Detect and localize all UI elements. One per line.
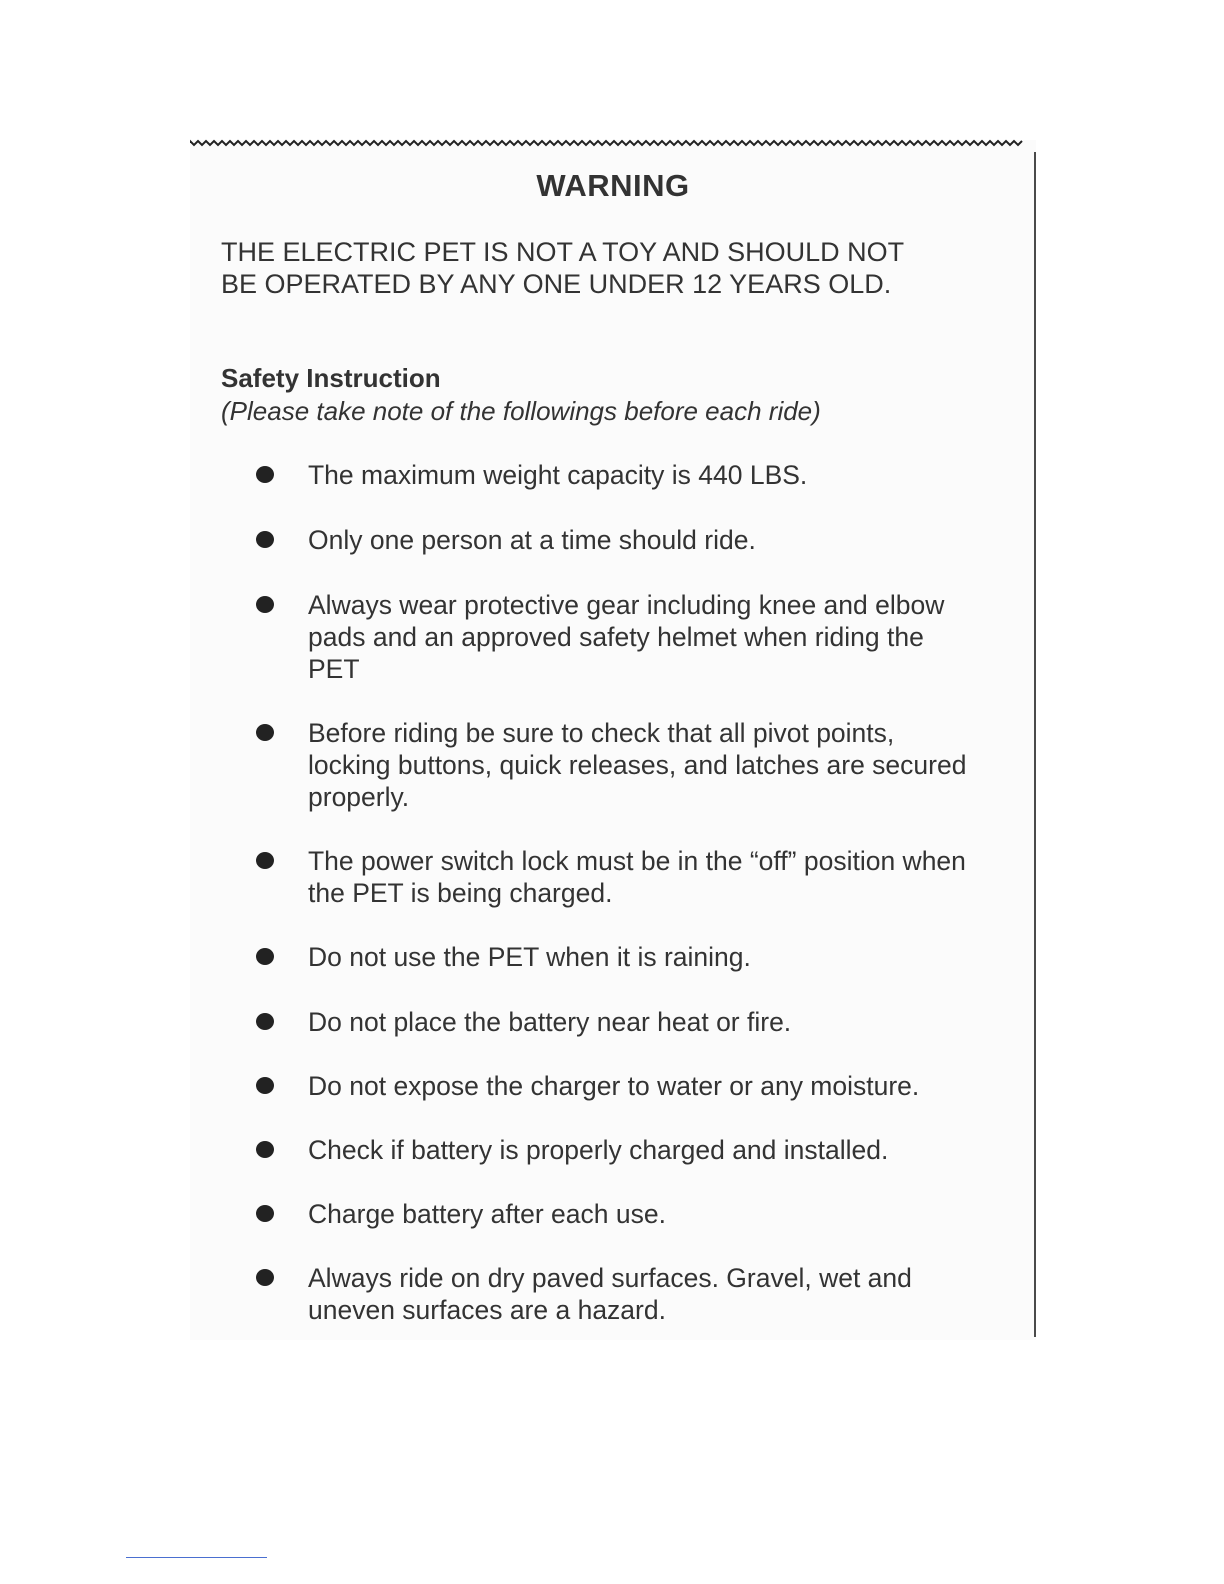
- safety-section-title: Safety Instruction: [221, 363, 441, 393]
- bullet-icon: [256, 1205, 274, 1222]
- list-item-text: Check if battery is properly charged and installed.: [308, 1135, 889, 1165]
- list-item-text: Always ride on dry paved surfaces. Gravel, wet and uneven surfaces are a hazard.: [308, 1263, 912, 1325]
- safety-section-note: (Please take note of the followings before each ride): [221, 396, 821, 426]
- bullet-icon: [256, 531, 274, 548]
- list-item-text: Do not place the battery near heat or fire.: [308, 1007, 792, 1037]
- bullet-icon: [256, 724, 274, 741]
- footer-rule: [126, 1557, 267, 1558]
- warning-heading: WARNING: [536, 168, 690, 203]
- right-margin-rule: [1034, 152, 1036, 1337]
- list-item-text: Only one person at a time should ride.: [308, 525, 756, 555]
- bullet-icon: [256, 1141, 274, 1158]
- bullet-icon: [256, 852, 274, 869]
- list-item-text: Before riding be sure to check that all pivot points, locking buttons, quick releases, and latches are secured properly.: [308, 718, 967, 812]
- age-warning-notice: THE ELECTRIC PET IS NOT A TOY AND SHOULD NOT BE OPERATED BY ANY ONE UNDER 12 YEARS OLD.: [221, 237, 904, 299]
- bullet-icon: [256, 1013, 274, 1030]
- bullet-icon: [256, 596, 274, 613]
- bullet-icon: [256, 1269, 274, 1286]
- bullet-icon: [256, 1077, 274, 1094]
- list-item-text: Do not use the PET when it is raining.: [308, 942, 751, 972]
- bullet-icon: [256, 948, 274, 965]
- list-item-text: The power switch lock must be in the “off” position when the PET is being charged.: [308, 846, 966, 908]
- list-item-text: The maximum weight capacity is 440 LBS.: [308, 460, 808, 490]
- list-item-text: Always wear protective gear including knee and elbow pads and an approved safety helmet when riding the PET: [308, 590, 945, 684]
- list-item-text: Do not expose the charger to water or any moisture.: [308, 1071, 920, 1101]
- wavy-top-rule: [190, 138, 1024, 148]
- list-item-text: Charge battery after each use.: [308, 1199, 666, 1229]
- bullet-icon: [256, 466, 274, 483]
